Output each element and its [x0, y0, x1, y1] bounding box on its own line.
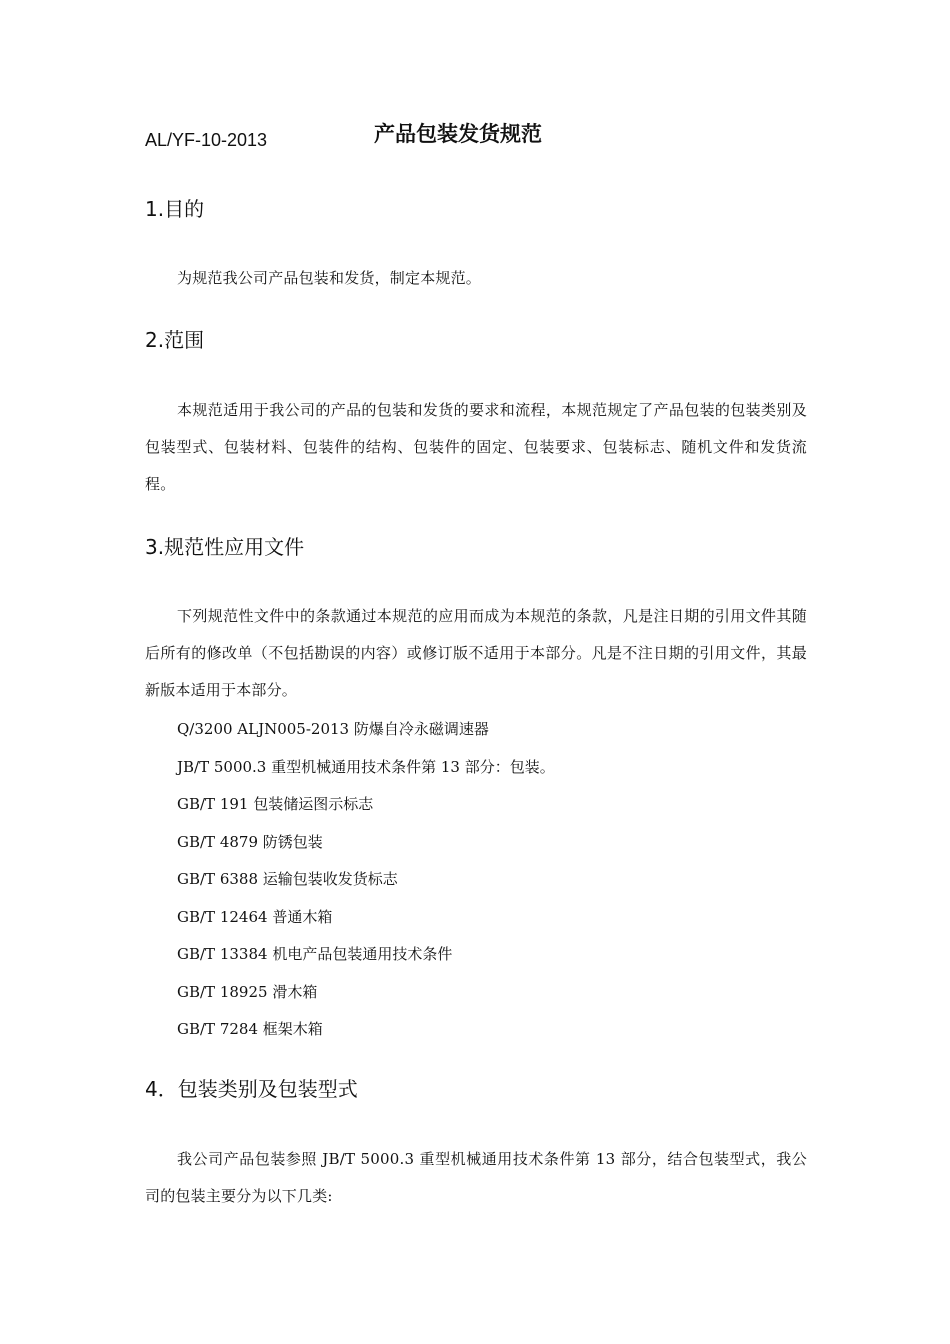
section-heading-purpose: 1.目的 — [145, 197, 205, 221]
document-code: AL/YF-10-2013 — [145, 130, 268, 150]
reference-list — [177, 711, 555, 1049]
section-paragraph-normative-references: 下列规范性文件中的条款通过本规范的应用而成为本规范的条款，凡是注日期的引用文件其随后所有的修改单（不包括勘误的内容）或修订版不适用于本部分。凡是不注日期的引用文件，其最新版本适用于本部分。 — [145, 607, 807, 699]
reference-item: GB/T 4879 防锈包装 — [177, 832, 323, 851]
reference-item: GB/T 7284 框架木箱 — [177, 1020, 323, 1038]
reference-item: GB/T 6388 运输包装收发货标志 — [177, 870, 398, 888]
reference-item: JB/T 5000.3 重型机械通用技术条件第 13 部分：包装。 — [177, 757, 555, 776]
section-heading-packaging-types: 4．包装类别及包装型式 — [145, 1077, 358, 1101]
reference-item: GB/T 12464 普通木箱 — [177, 907, 333, 926]
section-heading-normative-references: 3.规范性应用文件 — [145, 535, 305, 559]
reference-item: Q/3200 ALJN005-2013 防爆自冷永磁调速器 — [177, 720, 489, 738]
reference-item: GB/T 191 包装储运图示标志 — [177, 795, 374, 813]
section-paragraph-packaging-types: 我公司产品包装参照 JB/T 5000.3 重型机械通用技术条件第 13 部分，结合包装型式，我公司的包装主要分为以下几类: — [145, 1150, 807, 1205]
reference-item: GB/T 13384 机电产品包装通用技术条件 — [177, 945, 453, 963]
reference-item: GB/T 18925 滑木箱 — [177, 982, 318, 1001]
section-paragraph-purpose: 为规范我公司产品包装和发货，制定本规范。 — [177, 269, 482, 287]
section-heading-scope: 2.范围 — [145, 328, 205, 352]
document-title: 产品包装发货规范 — [374, 122, 542, 146]
section-paragraph-scope: 本规范适用于我公司的产品的包装和发货的要求和流程，本规范规定了产品包装的包装类别及包装型式、包装材料、包装件的结构、包装件的固定、包装要求、包装标志、随机文件和发货流程。 — [145, 401, 807, 493]
